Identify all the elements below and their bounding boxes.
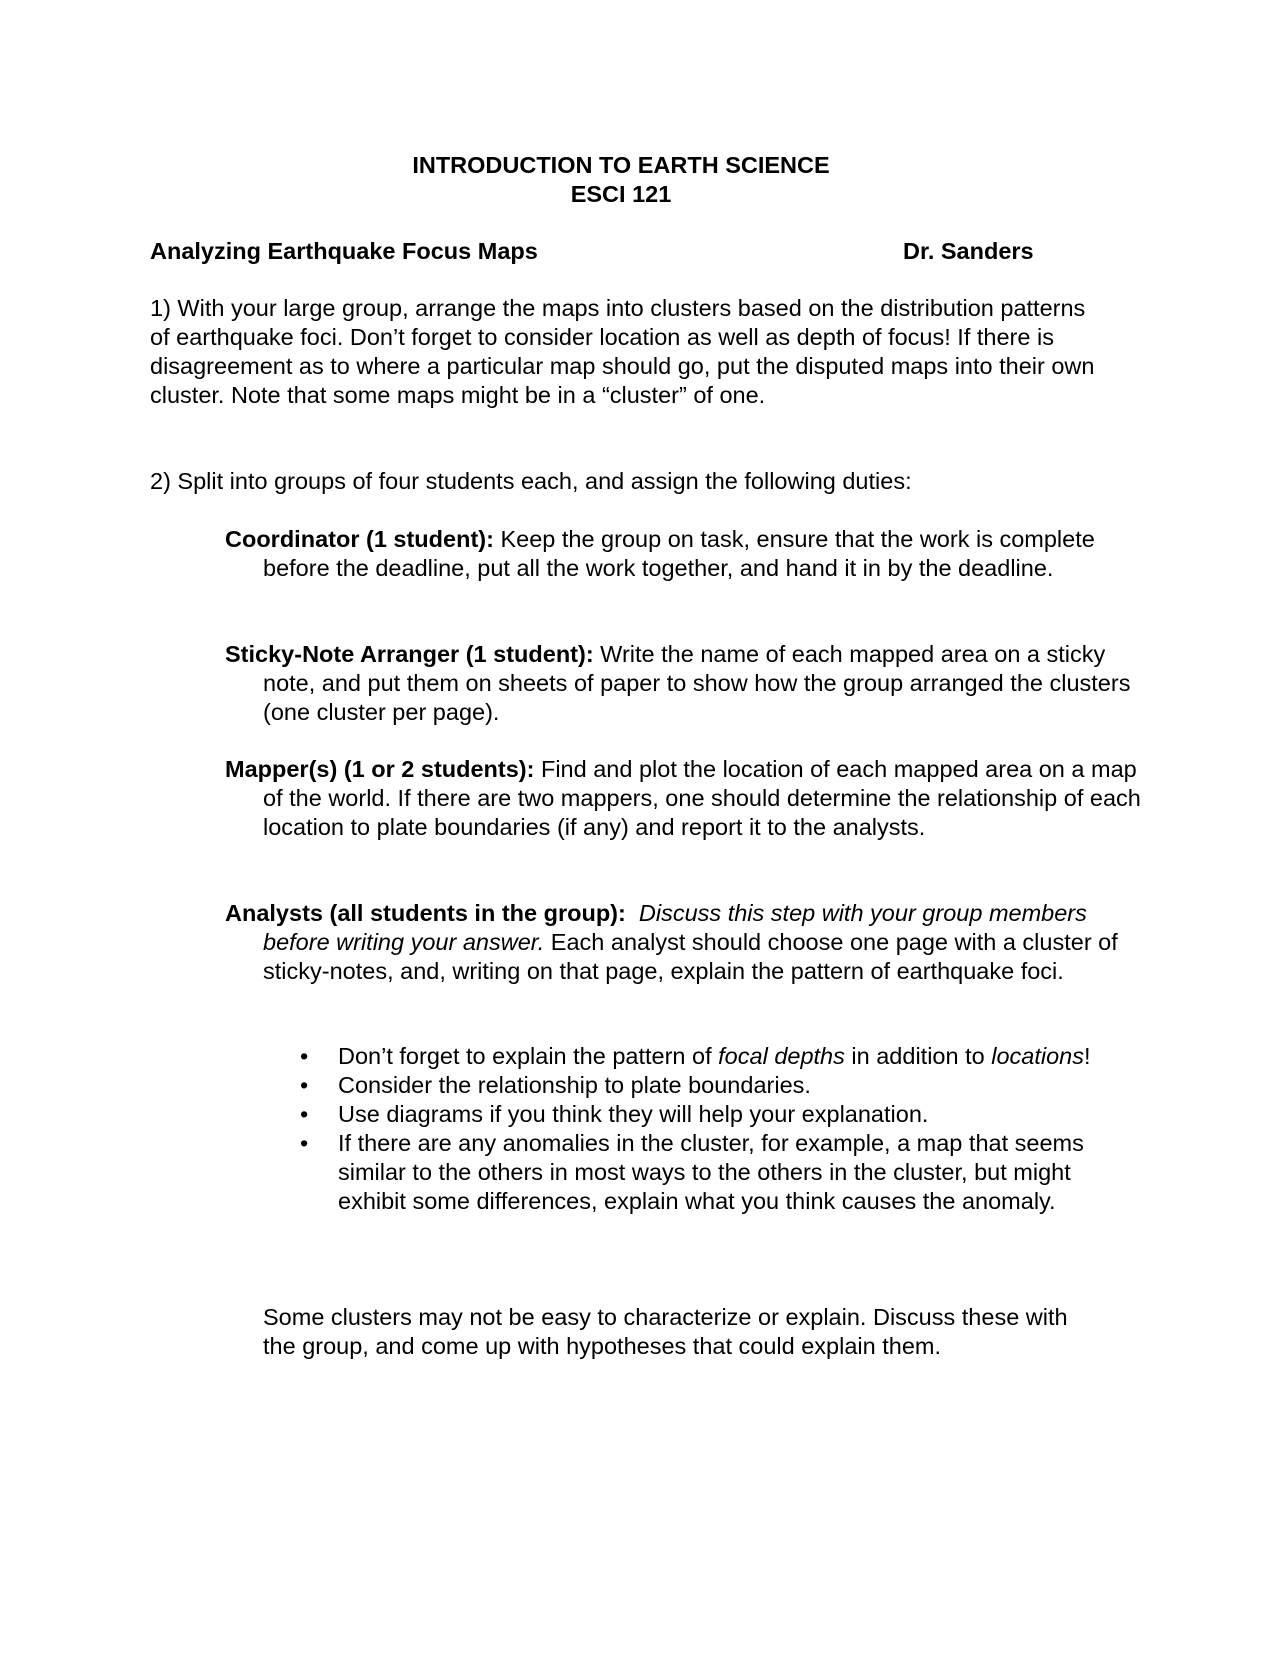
list-item-text: in addition to: [844, 1043, 992, 1069]
duty-role-label: Mapper(s) (1 or 2 students):: [225, 756, 535, 782]
list-item-text: If there are any anomalies in the cluster, for example, a map that seems similar to the others in most ways to the others in the cluster, but might exhibit some differences, explain what you think causes the anomaly.: [338, 1130, 1084, 1214]
closing-paragraph: Some clusters may not be easy to characterize or explain. Discuss these with the group, and come up with hypotheses that could explain them.: [263, 1304, 1068, 1359]
assignment-heading: [150, 237, 1050, 266]
bullet-icon: •: [300, 1043, 309, 1069]
duty-description: Write the name of each mapped area on a sticky note, and put them on sheets of paper to show how the group arranged the clusters (one cluster per page).: [263, 641, 1131, 725]
list-item-text: Don’t forget to explain the pattern of: [338, 1043, 719, 1069]
duty-analysts: [225, 899, 1143, 986]
duty-description: Keep the group on task, ensure that the work is complete before the deadline, put all the work together, and hand it in by the deadline.: [263, 526, 1095, 581]
duty-role-label: Sticky-Note Arranger (1 student):: [225, 641, 594, 667]
duty-role-label: Analysts (all students in the group):: [225, 900, 626, 926]
duty-italic-instruction: Discuss this step with your group members before writing your answer.: [263, 900, 1087, 955]
assignment-title: Analyzing Earthquake Focus Maps: [150, 238, 538, 264]
instructor-name: Dr. Sanders: [903, 238, 1034, 264]
duty-mapper: [225, 755, 1143, 842]
list-item-emphasis: locations: [991, 1043, 1084, 1069]
list-item: [300, 1100, 1098, 1129]
duty-role-label: Coordinator (1 student):: [225, 526, 494, 552]
bullet-icon: •: [300, 1101, 309, 1127]
bullet-icon: •: [300, 1072, 309, 1098]
duty-description: Find and plot the location of each mapped area on a map of the world. If there are two mappers, one should determine the relationship of each location to plate boundaries (if any) and report it to the analysts.: [263, 756, 1141, 840]
list-item: [300, 1042, 1098, 1071]
list-item: [300, 1071, 1098, 1100]
duty-coordinator: [225, 525, 1143, 583]
list-item-text: Use diagrams if you think they will help your explanation.: [338, 1101, 929, 1127]
list-item-emphasis: focal depths: [718, 1043, 845, 1069]
duty-description: Each analyst should choose one page with a cluster of sticky-notes, and, writing on that page, explain the pattern of earthquake foci.: [263, 929, 1118, 984]
list-item-text: !: [1083, 1043, 1091, 1069]
course-title: INTRODUCTION TO EARTH SCIENCE: [412, 152, 830, 178]
bullet-icon: •: [300, 1130, 309, 1156]
step-1-paragraph: 1) With your large group, arrange the maps into clusters based on the distribution patterns of earthquake foci. Don’t forget to consider location as well as depth of focus! If there is disagreement as to where a particular map should go, put the disputed maps into their own cluster. Note that some maps might be in a “cluster” of one.: [150, 295, 1095, 408]
duty-sticky-note-arranger: [225, 640, 1143, 727]
list-item: [300, 1129, 1098, 1216]
course-header: [0, 151, 1242, 209]
course-code: ESCI 121: [570, 181, 672, 207]
spacer: [626, 900, 639, 926]
analyst-guidelines-list: [300, 1042, 1098, 1216]
list-item-text: Consider the relationship to plate boundaries.: [338, 1072, 811, 1098]
step-2-paragraph: 2) Split into groups of four students each, and assign the following duties:: [150, 468, 912, 494]
